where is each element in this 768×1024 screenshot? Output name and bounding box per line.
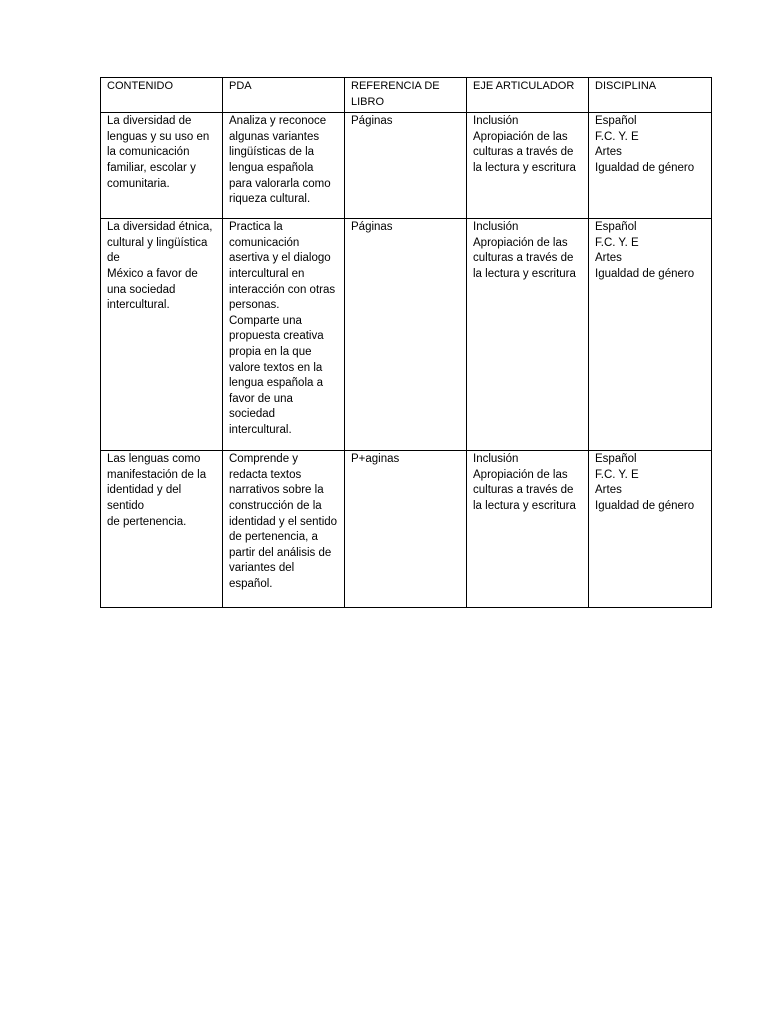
table-row xyxy=(101,451,712,608)
cell-contenido xyxy=(101,219,223,451)
cell-referencia xyxy=(345,451,467,608)
pda-text: Comprende y redacta textos narrativos sobre la construcción de la identidad y el sentido de pertenencia, a partir del análisis de variantes del español. xyxy=(229,453,338,590)
cell-eje xyxy=(467,219,589,451)
table-row xyxy=(101,219,712,451)
disciplina-line: Artes xyxy=(595,252,622,265)
contenido-text: La diversidad de lenguas y su uso en la comunicación familiar, escolar y comunitaria. xyxy=(107,115,210,190)
header-eje: EJE ARTICULADOR xyxy=(467,78,589,113)
eje-line: Inclusión xyxy=(473,115,519,128)
cell-referencia xyxy=(345,219,467,451)
header-disciplina: DISCIPLINA xyxy=(589,78,712,113)
disciplina-line: Igualdad de género xyxy=(595,161,695,174)
contenido-text: México a favor de una sociedad intercultural. xyxy=(107,267,198,312)
header-referencia: REFERENCIA DE LIBRO xyxy=(345,78,467,113)
cell-eje xyxy=(467,451,589,608)
disciplina-line: Igualdad de género xyxy=(595,499,695,512)
cell-disciplina xyxy=(589,219,712,451)
eje-line: Apropiación de las culturas a través de la lectura y escritura xyxy=(473,236,576,280)
referencia-text: Páginas xyxy=(351,221,393,234)
eje-line: Apropiación de las culturas a través de la lectura y escritura xyxy=(473,130,576,174)
contenido-text: La diversidad étnica, cultural y lingüística de xyxy=(107,221,213,265)
cell-pda xyxy=(223,219,345,451)
cell-pda xyxy=(223,451,345,608)
disciplina-line: Español xyxy=(595,115,637,128)
contenido-text: de pertenencia. xyxy=(107,515,187,528)
table-header-row xyxy=(101,78,712,113)
disciplina-line: F.C. Y. E xyxy=(595,130,639,143)
cell-disciplina xyxy=(589,113,712,219)
disciplina-line: F.C. Y. E xyxy=(595,468,639,481)
cell-pda xyxy=(223,113,345,219)
referencia-text: Páginas xyxy=(351,115,393,128)
cell-referencia xyxy=(345,113,467,219)
eje-line: Apropiación de las culturas a través de la lectura y escritura xyxy=(473,468,576,512)
pda-text: Analiza y reconoce algunas variantes lingüísticas de la lengua española para valorarla como riqueza cultural. xyxy=(229,115,331,206)
cell-contenido xyxy=(101,451,223,608)
eje-line: Inclusión xyxy=(473,221,519,234)
pda-text: Practica la comunicación asertiva y el dialogo intercultural en interacción con otras personas. xyxy=(229,221,336,312)
disciplina-line: Igualdad de género xyxy=(595,267,695,280)
referencia-text: P+aginas xyxy=(351,453,400,466)
cell-contenido xyxy=(101,113,223,219)
pda-text: Comparte una propuesta creativa propia en la que valore textos en la lengua española a favor de una sociedad intercultural. xyxy=(229,314,324,436)
disciplina-line: Español xyxy=(595,221,637,234)
disciplina-line: Español xyxy=(595,453,637,466)
eje-line: Inclusión xyxy=(473,453,519,466)
disciplina-line: Artes xyxy=(595,484,622,497)
disciplina-line: Artes xyxy=(595,146,622,159)
disciplina-line: F.C. Y. E xyxy=(595,236,639,249)
header-contenido: CONTENIDO xyxy=(101,78,223,113)
header-pda: PDA xyxy=(223,78,345,113)
contenido-text: Las lenguas como manifestación de la identidad y del sentido xyxy=(107,453,207,512)
planning-table xyxy=(100,77,712,608)
cell-eje xyxy=(467,113,589,219)
table-row xyxy=(101,113,712,219)
cell-disciplina xyxy=(589,451,712,608)
